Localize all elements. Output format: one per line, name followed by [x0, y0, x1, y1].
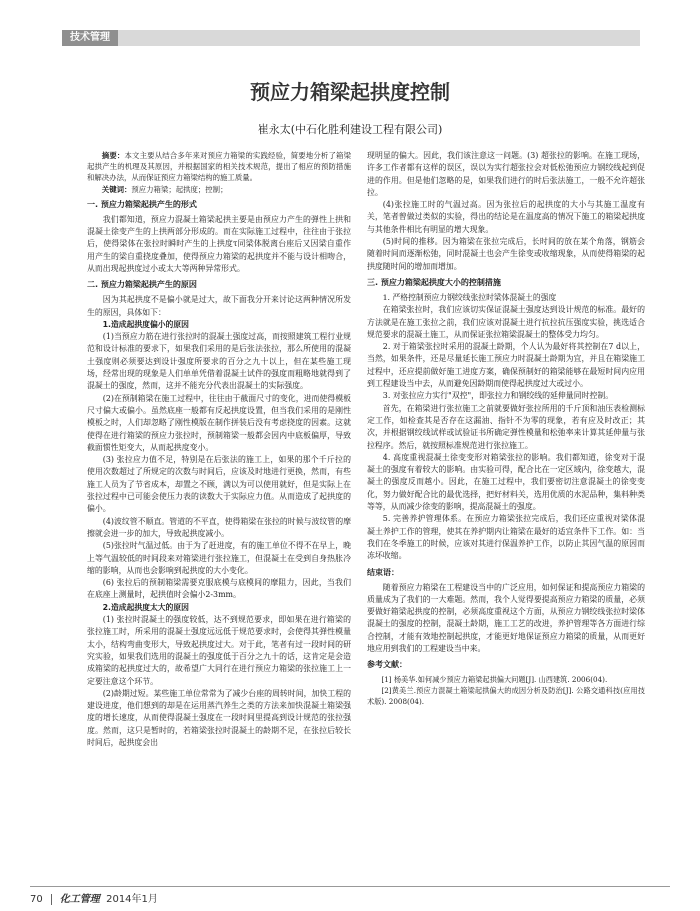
subheading: 2.造成起拱度太大的原因	[102, 602, 189, 612]
paragraph: (4)波纹管不顺直。管道的不平直，使得箱梁在张拉的时候与波纹管的摩擦就会进一步的加大，导致起拱度减小。	[87, 516, 351, 538]
conclusion-heading: 结束语：	[367, 567, 399, 577]
paragraph: (4)张拉施工时的气温过高。因为张拉后的起拱度的大小与其施工温度有关，笔者曾做过类似的实验，得出的结论是在温度高的情况下施工的箱梁起拱度与其他条件相比有明显的增大现象。	[367, 200, 645, 234]
paragraph: 现明显的偏大。因此，我们该注意这一问题。(3) 超张拉的影响。在施工现场，许多工作者都有这样的误区，误以为实行超张拉会对低松弛预应力钢绞线起到促进的作用。但是他们忽略的是，如果我们进行的时后张法施工，一般不允许超张拉。	[367, 151, 645, 197]
keywords-text: 预应力箱梁；起拱度；控制；	[131, 184, 228, 194]
abstract-text: 本文主要从结合多年来对预应力箱梁的实践经验，简要地分析了箱梁起拱产生的机理及其原因，并根据国家的相关技术规范，提出了相应的预防措施和解决办法，从而保证预应力箱梁结构的施工质量。	[87, 151, 351, 183]
page-number: 70	[30, 894, 43, 905]
section-heading-1: 一. 预应力箱梁起拱产生的形式	[87, 199, 197, 209]
footer-separator	[51, 894, 52, 905]
paragraph: 首先，在箱梁进行张拉施工之前就要做好张拉所用的千斤顶和油压表检测标定工作，如检查其是否存在这漏油、指针不为零的现象，若有应及时改正；其次，并根据钢绞线试样或试验证书所确定弹性模量和松弛率来计算其延伸量与张拉程序。然后，就按照标准规范进行张拉施工。	[367, 403, 645, 450]
keywords-label: 关键词：	[101, 184, 132, 194]
paragraph: 因为其起拱度不是偏小就是过大，故下面我分开来讨论这两种情况所发生的原因，具体如下：	[87, 295, 351, 317]
author-line: 崔永太(中石化胜利建设工程有限公司)	[257, 123, 443, 136]
references	[367, 674, 645, 707]
left-column	[87, 150, 351, 900]
footer-rule	[30, 886, 670, 887]
paragraph: (5)张拉时气温过低。由于为了赶进度，有的施工单位不得不在早上，晚上等气温较低的时间段来对箱梁进行张拉施工，但混凝土在受到自身热胀冷缩的影响，从而也会影响到起拱度的大小变化。	[87, 541, 351, 575]
reference-item: [1] 杨美华.如何减少预应力箱梁起拱偏大问题[J]. 山西建筑. 2006(04).	[381, 675, 608, 685]
paragraph: (6) 张拉后的预制箱梁需要克服底模与底模间的摩阻力，因此，当我们在底座上测量时，起拱值时会偏小2-3mm。	[87, 578, 351, 600]
paragraph: (2)在预制箱梁在施工过程中，往往由于截面尺寸的变化，进而使得模板尺寸偏大或偏小。虽然底座一般都有反起拱度设置，但当我们采用的是刚性模板之时，人们却忽略了刚性模版在制作拼装后没有考虑挠度的因素。这就使得在进行箱梁的预应力张拉时，预制箱梁一般都会因内中底板偏厚，导致截面惯性矩变大，从而起拱度变小。	[87, 393, 351, 452]
section-heading-3: 三. 预应力箱梁起拱度大小的控制措施	[367, 277, 501, 287]
journal-brand: 化工管理	[59, 894, 100, 905]
abstract	[87, 150, 351, 195]
section-tag: 技术管理	[62, 30, 118, 46]
paragraph: (1) 张拉时混凝土的强度较低，达不到规范要求，即如果在进行箱梁的张拉施工时，所采用的混凝土强度远远低于规范要求时，会使得其弹性模量太小，结构弯曲变形大，导致起拱度过大。对于此，笔者有过一段时间的研究实验，如果我们选用的混凝土的强度低于百分之九十的话，这肯定是会造成箱梁的起拱度过大的，故希望广大同行在进行预应力箱梁的张拉施工上一定要注意这个环节。	[87, 615, 351, 686]
paragraph: (1)当预应力筋在进行张拉时的混凝土强度过高，而按照建筑工程行业规范和设计标准的要求下，如果我们采用的是后张法张拉，那么所使用的混凝土强度则必须要达到设计强度所要求的百分之九十以上，但在某些施工现场，经常出现的现象是人们单单凭借着混凝土试件的强度而粗略地就得到了混凝土的强度，然而，这并不能充分代表出混凝土的实际强度。	[87, 332, 351, 391]
paragraph: 5. 完善养护管理体系。在预应力箱梁张拉完成后，我们还应重视对梁体混凝土养护工作的管理，使其在养护期内让箱梁在最好的适宜条件下工作。如：当我们在冬季施工的时候，应该对其进行保温养护工作，以防止其因气温的原因而冻坏收缩。	[367, 514, 645, 561]
paragraph: 随着预应力箱梁在工程建设当中的广泛应用，如何保证和提高预应力箱梁的质量成为了我们的一大难题。然而，我个人觉得要提高预应力箱梁的质量，必须要做好箱梁起拱度的控制，必须高度重视这个方面，从预应力钢绞线张拉时梁体混凝土的强度的控制，混凝土龄期，施工工艺的改进，养护管理等各方面进行综合控制，才能有效地控制起拱度，才能更好地保证预应力箱梁的质量，从而更好地应用到我们的工程建设当中来。	[367, 582, 645, 653]
article-title: 预应力箱梁起拱度控制	[250, 80, 450, 104]
paragraph: 我们都知道，预应力混凝土箱梁起拱主要是由预应力产生的弹性上拱和混凝土徐变产生的上拱两部分形成的。而在实际施工过程中，往往由于张拉后，使得梁体在张拉时瞬时产生的上拱度τ同梁体脱离台座后又因梁自重作用产生的梁自重挠度叠加，使得预应力箱梁的起拱度并不能与设计相吻合，从而出现起拱度过小或太大等两种异常形式。	[87, 214, 351, 273]
paragraph: 在箱梁张拉时，我们应该切实保证混凝土强度达到设计规范的标准。最好的方法就是在施工张拉之前，我们应该对混凝土进行抗拉抗压强度实验，挑选适合规范要求的混凝土施工，从而保证张拉箱梁混凝土的整体受力均匀。	[367, 305, 645, 339]
issue-date: 2014年1月	[106, 894, 158, 905]
subheading: 1.造成起拱度偏小的原因	[102, 319, 189, 329]
abstract-label: 摘要：	[101, 151, 125, 160]
references-heading: 参考文献：	[367, 660, 407, 670]
paragraph: (3) 张拉应力值不足，特别是在后张法的施工上，如果的那个千斤拉的使用次数超过了所规定的次数与时间后，应该及时地进行更换，然而，有些施工人员为了节省成本，却置之不顾，满以为可以使用就好，但是实际上在张拉过程中已可能会使压力表的读数大于实际应力值。从而造成了起拱度的偏小。	[87, 455, 351, 514]
section-heading-2: 二. 预应力箱梁起拱产生的原因	[87, 280, 197, 290]
paragraph: 2. 对于箱梁张拉时采用的混凝土龄期，个人认为最好将其控制在7 d以上，当然，如果条件，还是尽量延长施工预应力时混凝土龄期为宜，并且在箱梁施工过程中，还应提前做好施工进度方案，确保预制好的箱梁能够在最短时间内应用到工程建设当中去，从而避免因龄期而使得起拱度过大或过小。	[367, 342, 645, 389]
subheading: 1. 严格控制预应力钢绞线张拉时梁体混凝土的强度	[382, 292, 557, 302]
footer	[30, 890, 158, 905]
reference-item: [2]黄美兰.预应力混凝土箱梁起拱偏大的成因分析及防治[J]. 公路交通科技(应用技术版). 2008(04).	[367, 686, 645, 707]
right-column	[367, 150, 645, 902]
paragraph: (2)龄期过短。某些施工单位常常为了减少台座的周转时间，加快工程的建设进度，他们想到的却是在运用蒸汽养生之类的方法来加快混凝土箱梁强度的增长速度，从而使得混凝土强度在一段时间里提高到设计规范的张拉强度。然而，这只是暂时的，若箱梁张拉时混凝土的龄期不足，在张拉后较长时间后，起拱度会出	[87, 688, 351, 747]
paragraph: (5)时间的推移。因为箱梁在张拉完成后，长时间的放在某个角落，钢筋会随着时间而逐渐松弛，同时混凝土也会产生徐变或收缩现象，从而使得箱梁的起拱度随时间的增加而增加。	[367, 237, 645, 271]
header-bar	[62, 30, 640, 46]
paragraph: 4. 高度重视混凝土徐变变形对箱梁张拉的影响。我们都知道，徐变对于混凝土的强度有着较大的影响。由实验可得，配合比在一定区域内，徐变越大，混凝土的强度反而越小。因此，在施工过程中，我们要密切注意混凝土的徐变变化，努力做好配合比的最优选择，把好材料关，选用优质的水泥品种，集料种类等等，从而减少徐变的影响，提高混凝土的强度。	[367, 452, 645, 512]
paragraph: 3. 对张拉应力实行"双控"，即张拉力和钢绞线的延伸量同时控制。	[382, 391, 614, 401]
